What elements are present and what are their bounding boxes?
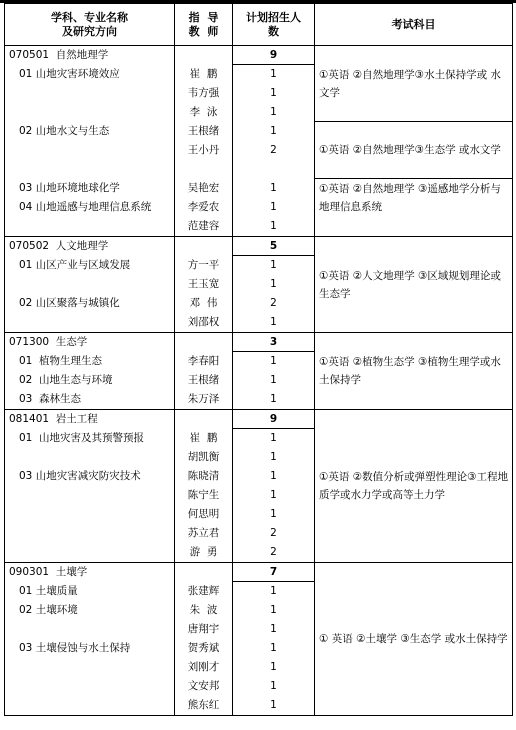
advisor-name: 王根绪 (187, 125, 220, 137)
research-direction (5, 543, 174, 562)
research-direction (5, 84, 174, 103)
advisor-name: 李爱农 (187, 201, 220, 213)
exam-subjects (315, 122, 512, 179)
quota-count: 2 (270, 144, 277, 156)
quota-count: 1 (270, 585, 277, 597)
research-direction (5, 524, 174, 543)
research-direction: 03 土壤侵蚀与水土保持 (19, 642, 131, 654)
quota-total: 5 (233, 237, 314, 256)
header-discipline-line1: 学科、专业名称 (51, 10, 128, 24)
advisor-name: 胡凯衡 (187, 451, 220, 463)
quota-cell (233, 46, 315, 237)
research-direction: 02 土壤环境 (19, 604, 78, 616)
research-direction (5, 505, 174, 524)
advisor-name: 韦方强 (187, 87, 220, 99)
quota-count: 1 (270, 699, 277, 711)
exam-cell (315, 333, 513, 410)
advisor-name: 苏立君 (187, 527, 220, 539)
advisor-name: 唐翔宇 (187, 623, 220, 635)
header-quota (233, 4, 315, 46)
research-direction (5, 160, 174, 179)
header-discipline-line2: 及研究方向 (62, 24, 117, 38)
exam-cell (315, 563, 513, 716)
advisor-name: 刘刚才 (187, 661, 220, 673)
research-direction (5, 677, 174, 696)
section-row (5, 46, 513, 237)
quota-total: 3 (233, 333, 314, 352)
research-direction: 03 山地环境地球化学 (19, 182, 120, 194)
quota-count: 1 (270, 220, 277, 232)
quota-cell (233, 237, 315, 333)
exam-subjects-text: ①英语 ②自然地理学③水土保持学或 水文学 (319, 68, 501, 99)
quota-count: 1 (270, 489, 277, 501)
advisor-name (175, 563, 232, 582)
advisor-cell (175, 410, 233, 563)
research-direction: 03 山地灾害减灾防灾技术 (19, 470, 141, 482)
research-direction (5, 275, 174, 294)
discipline-cell (5, 46, 175, 237)
advisor-name: 李 泳 (189, 106, 218, 118)
research-direction: 01 土壤质量 (19, 585, 78, 597)
advisor-name: 游 勇 (189, 546, 218, 558)
quota-count (233, 160, 314, 179)
quota-count: 1 (270, 470, 277, 482)
advisor-cell (175, 333, 233, 410)
header-exam: 考试科目 (315, 4, 513, 46)
research-direction (5, 696, 174, 715)
header-discipline (5, 4, 175, 46)
quota-count: 1 (270, 87, 277, 99)
header-advisor-line1: 指 导 (188, 10, 219, 24)
section-row (5, 237, 513, 333)
research-direction: 02 山地水文与生态 (19, 125, 110, 137)
quota-count: 1 (270, 604, 277, 616)
advisor-name: 王根绪 (187, 374, 220, 386)
header-row (5, 4, 513, 46)
discipline-name: 081401 岩土工程 (9, 413, 98, 425)
advisor-name: 吴艳宏 (187, 182, 220, 194)
advisor-name: 方一平 (187, 259, 220, 271)
quota-total: 7 (233, 563, 314, 582)
advisor-name: 邓 伟 (189, 297, 218, 309)
header-advisor (175, 4, 233, 46)
advisor-name: 何思明 (187, 508, 220, 520)
quota-count: 1 (270, 68, 277, 80)
quota-count: 1 (270, 201, 277, 213)
section-row (5, 333, 513, 410)
exam-subjects-text: ①英语 ②自然地理学 ③遥感地学分析与地理信息系统 (319, 182, 501, 213)
quota-count: 1 (270, 623, 277, 635)
quota-count: 2 (270, 297, 277, 309)
advisor-name (175, 333, 232, 352)
advisor-name: 李春阳 (187, 355, 220, 367)
discipline-name: 090301 土壤学 (9, 566, 88, 578)
exam-cell (315, 46, 513, 237)
header-quota-line1: 计划招生人 (246, 10, 301, 24)
quota-count: 1 (270, 106, 277, 118)
research-direction (5, 658, 174, 677)
quota-count: 1 (270, 661, 277, 673)
research-direction (5, 313, 174, 332)
research-direction (5, 141, 174, 160)
enrollment-table (4, 3, 513, 716)
discipline-name: 071300 生态学 (9, 336, 88, 348)
quota-count: 1 (270, 680, 277, 692)
research-direction: 01 山地灾害及其预警预报 (19, 432, 145, 444)
quota-cell (233, 410, 315, 563)
research-direction (5, 448, 174, 467)
quota-total: 9 (233, 46, 314, 65)
advisor-name: 刘邵权 (187, 316, 220, 328)
quota-count: 1 (270, 125, 277, 137)
advisor-name: 王玉宽 (187, 278, 220, 290)
advisor-cell (175, 563, 233, 716)
header-quota-line2: 数 (268, 24, 279, 38)
quota-count: 1 (270, 432, 277, 444)
advisor-name: 文安邦 (187, 680, 220, 692)
discipline-name: 070501 自然地理学 (9, 49, 109, 61)
header-advisor-line2: 教 师 (188, 24, 219, 38)
research-direction: 02 山区聚落与城镇化 (19, 297, 120, 309)
research-direction (5, 620, 174, 639)
advisor-name: 朱万泽 (187, 393, 220, 405)
quota-count: 2 (270, 527, 277, 539)
quota-count: 1 (270, 316, 277, 328)
quota-count: 1 (270, 451, 277, 463)
advisor-name: 熊东红 (187, 699, 220, 711)
research-direction: 01 山区产业与区域发展 (19, 259, 131, 271)
quota-cell (233, 333, 315, 410)
discipline-cell (5, 563, 175, 716)
advisor-name: 陈宁生 (187, 489, 220, 501)
advisor-name: 朱 波 (189, 604, 218, 616)
discipline-cell (5, 410, 175, 563)
advisor-name (175, 160, 232, 179)
research-direction: 02 山地生态与环境 (19, 374, 113, 386)
quota-count: 1 (270, 259, 277, 271)
advisor-name: 陈晓清 (187, 470, 220, 482)
discipline-cell (5, 333, 175, 410)
advisor-name: 贺秀斌 (187, 642, 220, 654)
exam-subjects (315, 179, 512, 216)
discipline-name: 070502 人文地理学 (9, 240, 109, 252)
advisor-name (175, 237, 232, 256)
quota-count: 1 (270, 278, 277, 290)
research-direction: 01 植物生理生态 (19, 355, 103, 367)
advisor-name: 张建辉 (187, 585, 220, 597)
section-row (5, 563, 513, 716)
quota-count: 1 (270, 642, 277, 654)
quota-count: 2 (270, 546, 277, 558)
exam-subjects-text: ①英语 ②人文地理学 ③区域规划理论或生态学 (319, 269, 501, 300)
exam-cell (315, 237, 513, 333)
quota-count: 1 (270, 355, 277, 367)
advisor-name: 崔 鹏 (189, 432, 218, 444)
research-direction: 03 森林生态 (19, 393, 82, 405)
advisor-cell (175, 237, 233, 333)
research-direction: 04 山地遥感与地理信息系统 (19, 201, 152, 213)
quota-total: 9 (233, 410, 314, 429)
exam-subjects (315, 46, 512, 122)
quota-count: 1 (270, 393, 277, 405)
advisor-name: 范建容 (187, 220, 220, 232)
advisor-name: 崔 鹏 (189, 68, 218, 80)
exam-subjects-text: ①英语 ②自然地理学③生态学 或水文学 (319, 144, 501, 156)
advisor-name: 王小丹 (187, 144, 220, 156)
exam-subjects-text: ①英语 ②植物生态学 ③植物生理学或水土保持学 (319, 356, 501, 386)
quota-count: 1 (270, 182, 277, 194)
quota-cell (233, 563, 315, 716)
discipline-cell (5, 237, 175, 333)
research-direction (5, 103, 174, 122)
exam-cell (315, 410, 513, 563)
research-direction (5, 486, 174, 505)
advisor-name (175, 410, 232, 429)
research-direction: 01 山地灾害环境效应 (19, 68, 120, 80)
advisor-cell (175, 46, 233, 237)
exam-subjects-text: ①英语 ②数值分析或弹塑性理论③工程地质学或水力学或高等土力学 (319, 471, 509, 501)
quota-count: 1 (270, 374, 277, 386)
advisor-name (175, 46, 232, 65)
exam-subjects-text: ① 英语 ②土壤学 ③生态学 或水土保持学 (319, 633, 508, 645)
quota-count: 1 (270, 508, 277, 520)
research-direction (5, 217, 174, 236)
section-row (5, 410, 513, 563)
